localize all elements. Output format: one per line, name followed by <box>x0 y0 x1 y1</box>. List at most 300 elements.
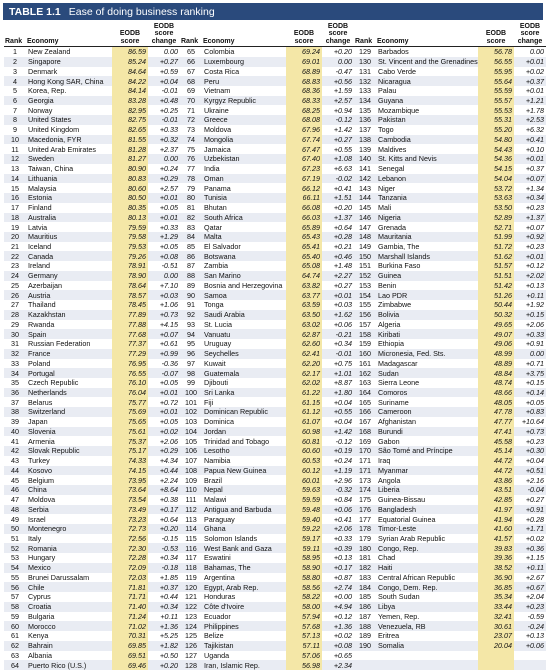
rank-cell: 90 <box>180 290 202 300</box>
table-row <box>4 368 546 378</box>
score-cell: 49.65 <box>478 320 514 330</box>
rank-cell: 166 <box>354 407 376 417</box>
score-cell: 56.98 <box>286 660 322 670</box>
score-cell: 72.03 <box>112 573 148 583</box>
rank-cell: 13 <box>11 164 19 174</box>
table-row <box>4 505 546 515</box>
rank-cell: 147 <box>359 222 371 232</box>
economy-cell: Mozambique <box>378 105 420 115</box>
score-cell: 75.37 <box>112 436 148 446</box>
rank-cell: 100 <box>180 388 202 398</box>
change-cell: +0.03 <box>333 300 352 310</box>
economy-cell: Spain <box>26 329 112 339</box>
change-cell: -0.47 <box>335 66 352 76</box>
economy-cell: Peru <box>202 76 286 86</box>
economy-cell: Botswana <box>202 251 286 261</box>
table-row <box>4 310 546 320</box>
score-cell: 75.17 <box>112 446 148 456</box>
rank-cell: 102 <box>180 407 202 417</box>
economy-cell: Australia <box>26 213 112 223</box>
score-cell: 77.89 <box>112 310 148 320</box>
economy-cell: Bangladesh <box>376 505 478 515</box>
score-cell: 58.00 <box>286 602 322 612</box>
economy-cell: Luxembourg <box>202 57 286 67</box>
economy-cell: Canada <box>26 251 112 261</box>
header-change: EODB score change <box>322 23 354 47</box>
change-cell: +0.27 <box>333 280 352 290</box>
score-cell: 55.59 <box>478 86 514 96</box>
score-cell: 73.64 <box>112 485 148 495</box>
score-cell: 67.19 <box>286 174 322 184</box>
score-cell: 80.50 <box>112 193 148 203</box>
economy-cell: Switzerland <box>26 407 112 417</box>
rank-cell: 49 <box>11 514 19 524</box>
table-row <box>4 602 546 612</box>
score-cell: 67.47 <box>286 144 322 154</box>
score-cell: 77.37 <box>112 339 148 349</box>
change-cell: +0.01 <box>525 86 544 96</box>
score-cell: 20.04 <box>478 641 514 651</box>
table-row <box>4 553 546 563</box>
economy-cell: Guatemala <box>202 368 286 378</box>
score-cell: 79.58 <box>112 232 148 242</box>
score-cell: 71.02 <box>112 621 148 631</box>
economy-cell: Sri Lanka <box>202 388 286 398</box>
header-economy: Economy <box>202 23 286 47</box>
rank-cell: 136 <box>354 115 376 125</box>
change-cell: +0.06 <box>514 641 546 651</box>
score-cell: 85.24 <box>112 57 148 67</box>
change-cell: +0.64 <box>333 222 352 232</box>
score-cell: 59.40 <box>286 514 322 524</box>
score-cell: 79.26 <box>112 251 148 261</box>
economy-cell: Congo, Dem. Rep. <box>376 582 478 592</box>
economy-cell: Marshall Islands <box>376 251 478 261</box>
rank-cell: 68 <box>180 76 202 86</box>
economy-cell: Slovak Republic <box>26 446 112 456</box>
change-cell: +2.24 <box>159 475 178 485</box>
rank-cell: 190 <box>354 641 376 651</box>
score-cell: 33.44 <box>478 602 514 612</box>
rank-cell: 161 <box>359 358 371 368</box>
score-cell: 48.66 <box>478 388 514 398</box>
economy-cell: Brazil <box>204 475 222 485</box>
score-cell: 58.95 <box>286 553 322 563</box>
change-cell: +2.37 <box>159 144 178 154</box>
score-cell: 45.58 <box>478 436 514 446</box>
rank-cell: 16 <box>4 193 26 203</box>
change-cell: +4.94 <box>322 602 354 612</box>
change-cell: +0.29 <box>148 174 180 184</box>
score-cell: 66.08 <box>286 203 322 213</box>
rank-cell: 77 <box>187 164 195 174</box>
rank-cell: 141 <box>359 164 371 174</box>
table-row <box>4 154 546 164</box>
score-cell: 60.98 <box>286 427 322 437</box>
score-cell: 75.69 <box>112 407 148 417</box>
score-cell: 59.11 <box>286 543 322 553</box>
score-cell: 80.13 <box>112 213 148 223</box>
rank-cell: 43 <box>11 456 19 466</box>
rank-cell: 31 <box>11 339 19 349</box>
economy-cell: Hungary <box>28 553 56 563</box>
economy-cell: Barbados <box>378 47 409 57</box>
score-cell: 52.89 <box>478 213 514 223</box>
economy-cell: Slovenia <box>26 427 112 437</box>
economy-cell: Cyprus <box>28 592 51 602</box>
score-cell: 51.57 <box>478 261 514 271</box>
rank-cell: 153 <box>359 280 371 290</box>
score-cell: 80.83 <box>112 174 148 184</box>
economy-cell: Belize <box>204 631 224 641</box>
change-cell: +0.33 <box>159 125 178 135</box>
rank-cell: 184 <box>354 582 376 592</box>
rank-cell: 82 <box>180 213 202 223</box>
table-row <box>4 251 546 261</box>
table-row <box>4 76 546 86</box>
rank-cell <box>354 651 376 661</box>
economy-cell: Côte d'Ivoire <box>202 602 286 612</box>
change-cell: +0.20 <box>333 203 352 213</box>
header-economy: Economy <box>376 23 478 47</box>
rank-cell: 95 <box>187 339 195 349</box>
table-body <box>4 47 546 670</box>
change-cell: -0.32 <box>322 485 354 495</box>
economy-cell: Thailand <box>28 300 56 310</box>
rank-cell: 83 <box>187 222 195 232</box>
economy-cell: Malawi <box>204 495 227 505</box>
rank-cell: 53 <box>11 553 19 563</box>
economy-cell: Benin <box>378 280 397 290</box>
rank-cell: 120 <box>180 582 202 592</box>
rank-cell: 25 <box>11 280 19 290</box>
economy-cell: Cameroon <box>376 407 478 417</box>
rank-cell: 32 <box>4 349 26 359</box>
score-cell: 77.88 <box>112 320 148 330</box>
economy-cell: Germany <box>26 271 112 281</box>
score-cell: 48.89 <box>478 359 514 369</box>
economy-cell: West Bank and Gaza <box>202 543 286 553</box>
table-row <box>4 427 546 437</box>
score-cell: 58.56 <box>286 582 322 592</box>
economy-cell: Estonia <box>26 193 112 203</box>
economy-cell: St. Lucia <box>204 319 232 329</box>
economy-cell: Togo <box>378 125 394 135</box>
rank-cell: 152 <box>354 271 376 281</box>
table-row <box>4 261 546 271</box>
change-cell: +0.20 <box>148 660 180 670</box>
rank-cell: 38 <box>4 407 26 417</box>
economy-cell: Oman <box>202 174 286 184</box>
rank-cell: 145 <box>359 203 371 213</box>
change-cell: +0.33 <box>159 222 178 232</box>
table-header <box>4 23 546 47</box>
rank-cell: 5 <box>13 86 17 96</box>
economy-cell: Micronesia, Fed. Sts. <box>376 349 478 359</box>
change-cell: +0.21 <box>333 241 352 251</box>
economy-cell: Ukraine <box>204 105 229 115</box>
change-cell: +0.91 <box>514 505 546 515</box>
table-row <box>4 320 546 330</box>
score-cell: 62.87 <box>286 329 322 339</box>
rank-cell: 11 <box>11 144 19 154</box>
rank-cell: 67 <box>187 66 195 76</box>
change-cell: +0.44 <box>148 466 180 476</box>
rank-cell: 94 <box>180 329 202 339</box>
score-cell: 67.40 <box>286 154 322 164</box>
rank-cell: 37 <box>11 397 19 407</box>
score-cell <box>478 660 514 670</box>
change-cell: +0.01 <box>148 213 180 223</box>
rank-cell: 125 <box>185 631 197 641</box>
change-cell: +1.51 <box>322 193 354 203</box>
score-cell: 68.89 <box>286 67 322 77</box>
score-cell: 67.96 <box>286 125 322 135</box>
change-cell: +8.64 <box>148 485 180 495</box>
change-cell: 0.00 <box>514 349 546 359</box>
score-cell: 51.42 <box>478 281 514 291</box>
change-cell: +0.50 <box>159 650 178 660</box>
economy-cell: Pakistan <box>376 115 478 125</box>
economy-cell: Philippines <box>202 621 286 631</box>
change-cell: +2.04 <box>525 592 544 602</box>
score-cell: 80.90 <box>112 164 148 174</box>
economy-cell: Kosovo <box>26 466 112 476</box>
economy-cell: Uganda <box>204 650 230 660</box>
score-cell: 86.59 <box>112 47 148 57</box>
change-cell: +0.19 <box>322 446 354 456</box>
header-change: EODB score change <box>148 23 180 47</box>
economy-cell: Ecuador <box>204 611 231 621</box>
score-cell: 41.97 <box>478 505 514 515</box>
rank-cell: 131 <box>359 66 371 76</box>
score-cell: 50.32 <box>478 310 514 320</box>
change-cell: +0.03 <box>148 290 180 300</box>
table-row <box>4 495 546 505</box>
change-cell: +2.06 <box>525 319 544 329</box>
economy-cell: India <box>204 164 220 174</box>
table-title: Ease of doing business ranking <box>68 5 215 18</box>
score-cell: 32.41 <box>478 612 514 622</box>
rank-cell: 1 <box>13 47 17 57</box>
economy-cell: Samoa <box>202 290 286 300</box>
rank-cell: 162 <box>354 368 376 378</box>
change-cell: +0.08 <box>148 251 180 261</box>
rank-cell: 104 <box>180 427 202 437</box>
rank-cell: 150 <box>354 251 376 261</box>
rank-cell: 85 <box>187 241 195 251</box>
change-cell: +0.24 <box>333 456 352 466</box>
score-cell: 73.23 <box>112 514 148 524</box>
rank-cell: 89 <box>187 280 195 290</box>
economy-cell <box>376 660 478 670</box>
score-cell: 55.64 <box>478 76 514 86</box>
rank-cell: 170 <box>354 446 376 456</box>
table-row <box>4 485 546 495</box>
change-cell: +1.21 <box>514 96 546 106</box>
economy-cell: Mexico <box>26 563 112 573</box>
score-cell: 47.77 <box>478 417 514 427</box>
change-cell: +0.41 <box>333 183 352 193</box>
rank-cell: 22 <box>4 251 26 261</box>
change-cell: +1.37 <box>322 213 354 223</box>
economy-cell: Kazakhstan <box>26 310 112 320</box>
score-cell: 61.07 <box>286 417 322 427</box>
change-cell: +0.44 <box>159 592 178 602</box>
economy-cell: Serbia <box>26 505 112 515</box>
rank-cell: 46 <box>4 485 26 495</box>
rank-cell: 127 <box>185 650 197 660</box>
economy-cell: Yemen, Rep. <box>378 611 420 621</box>
rank-cell: 91 <box>187 300 195 310</box>
economy-cell: Moldova <box>28 495 56 505</box>
economy-cell: Lebanon <box>376 174 478 184</box>
score-cell: 53.72 <box>478 183 514 193</box>
change-cell: +0.34 <box>148 602 180 612</box>
table-row <box>4 67 546 77</box>
change-cell: +2.34 <box>322 660 354 670</box>
change-cell: -0.01 <box>322 349 354 359</box>
rank-cell: 111 <box>185 495 197 505</box>
score-cell: 60.53 <box>286 456 322 466</box>
change-cell: -0.36 <box>161 358 178 368</box>
score-cell: 57.13 <box>286 631 322 641</box>
economy-cell: Burundi <box>376 427 478 437</box>
change-cell: +0.14 <box>514 388 546 398</box>
change-cell: +1.85 <box>159 572 178 582</box>
economy-cell: Nigeria <box>376 213 478 223</box>
rank-cell: 178 <box>354 524 376 534</box>
rank-cell: 57 <box>11 592 19 602</box>
change-cell: +0.12 <box>525 261 544 271</box>
score-cell: 68.08 <box>286 115 322 125</box>
change-cell: +0.38 <box>159 495 178 505</box>
change-cell: +1.06 <box>159 300 178 310</box>
score-cell: 55.53 <box>478 105 514 115</box>
table-number: TABLE 1.1 <box>9 5 61 18</box>
change-cell <box>514 651 546 661</box>
score-cell: 58.90 <box>286 563 322 573</box>
rank-cell: 182 <box>354 563 376 573</box>
table-row <box>4 651 546 661</box>
economy-cell: Hong Kong SAR, China <box>26 76 112 86</box>
change-cell: +0.17 <box>322 563 354 573</box>
score-cell: 69.85 <box>112 641 148 651</box>
table-row <box>4 573 546 583</box>
economy-cell: Montenegro <box>26 524 112 534</box>
rank-cell: 18 <box>4 213 26 223</box>
rank-cell: 171 <box>359 456 371 466</box>
rank-cell: 142 <box>354 174 376 184</box>
change-cell: +0.02 <box>525 534 544 544</box>
economy-cell: Denmark <box>28 66 58 76</box>
score-cell: 69.51 <box>112 651 148 661</box>
change-cell: +2.53 <box>514 115 546 125</box>
change-cell: +0.10 <box>525 144 544 154</box>
rank-cell: 121 <box>185 592 197 602</box>
score-cell: 64.74 <box>286 271 322 281</box>
score-cell: 53.50 <box>478 203 514 213</box>
score-cell: 23.07 <box>478 631 514 641</box>
economy-cell: Bahrain <box>26 641 112 651</box>
economy-cell: Kiribati <box>376 329 478 339</box>
table-row <box>4 621 546 631</box>
rank-cell: 103 <box>185 417 197 427</box>
score-cell: 55.20 <box>478 125 514 135</box>
rank-cell: 156 <box>354 310 376 320</box>
table-row <box>4 105 546 115</box>
change-cell: +1.82 <box>148 641 180 651</box>
rank-cell: 59 <box>11 611 19 621</box>
change-cell: -0.21 <box>322 329 354 339</box>
change-cell: -0.07 <box>148 368 180 378</box>
change-cell: +0.48 <box>148 96 180 106</box>
header-rank: Rank <box>354 23 376 47</box>
economy-cell: El Salvador <box>204 241 241 251</box>
change-cell: +0.84 <box>333 495 352 505</box>
change-cell: +0.41 <box>514 135 546 145</box>
score-cell: 72.30 <box>112 543 148 553</box>
score-cell: 78.57 <box>112 290 148 300</box>
economy-cell: South Africa <box>202 213 286 223</box>
score-cell: 35.34 <box>478 592 514 602</box>
rank-cell: 24 <box>4 271 26 281</box>
change-cell: +2.57 <box>322 96 354 106</box>
table-row <box>4 339 546 349</box>
economy-cell: Paraguay <box>204 514 235 524</box>
rank-cell: 122 <box>180 602 202 612</box>
rank-cell: 81 <box>187 203 195 213</box>
change-cell: +0.64 <box>159 514 178 524</box>
change-cell: +2.06 <box>322 524 354 534</box>
table-row <box>4 232 546 242</box>
economy-cell: Taiwan, China <box>28 164 74 174</box>
economy-cell: Guinea-Bissau <box>378 495 426 505</box>
change-cell: -0.53 <box>148 543 180 553</box>
change-cell: +0.24 <box>159 164 178 174</box>
rank-cell: 165 <box>359 397 371 407</box>
change-cell: +2.57 <box>159 183 178 193</box>
score-cell: 54.15 <box>478 164 514 174</box>
score-cell: 59.63 <box>286 485 322 495</box>
change-cell: +0.28 <box>525 514 544 524</box>
score-cell: 59.48 <box>286 505 322 515</box>
change-cell: +0.04 <box>333 417 352 427</box>
economy-cell: Kuwait <box>204 358 226 368</box>
economy-cell: United States <box>26 115 112 125</box>
change-cell: +0.55 <box>322 407 354 417</box>
rank-cell: 164 <box>354 388 376 398</box>
change-cell: +4.15 <box>159 319 178 329</box>
table-row <box>4 349 546 359</box>
score-cell: 69.46 <box>112 660 148 670</box>
change-cell: +0.34 <box>333 339 352 349</box>
rank-cell: 55 <box>11 572 19 582</box>
score-cell: 76.04 <box>112 388 148 398</box>
rank-cell: 48 <box>4 505 26 515</box>
table-row <box>4 164 546 174</box>
economy-cell <box>376 651 478 661</box>
economy-cell: Iraq <box>378 456 391 466</box>
change-cell: +8.87 <box>333 378 352 388</box>
header-change: EODB score change <box>514 23 546 47</box>
economy-cell: Poland <box>28 358 51 368</box>
economy-cell: Brunei Darussalam <box>28 572 90 582</box>
rank-cell: 58 <box>4 602 26 612</box>
rank-cell: 35 <box>11 378 19 388</box>
table-row <box>4 514 546 524</box>
rank-cell: 7 <box>13 105 17 115</box>
